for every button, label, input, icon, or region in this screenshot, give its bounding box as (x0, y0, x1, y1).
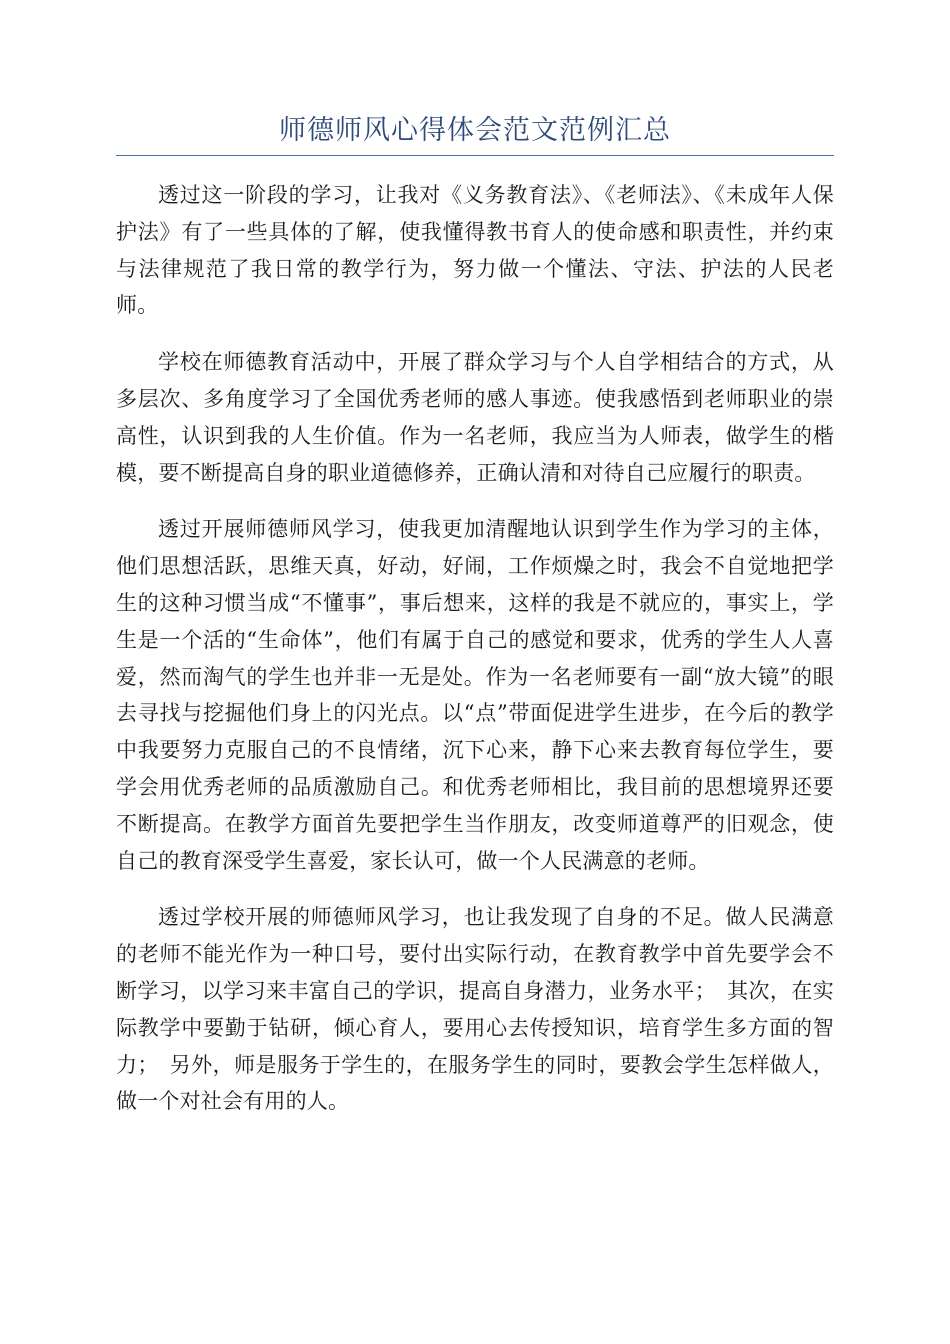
paragraph-2: 学校在师德教育活动中，开展了群众学习与个人自学相结合的方式，从多层次、多角度学习了全国优秀老师的感人事迹。使我感悟到老师职业的崇高性，认识到我的人生价值。作为一名老师，我应当为人师表，做学生的楷模，要不断提高自身的职业道德修养，正确认清和对待自己应履行的职责。 (116, 350, 834, 485)
document-body (116, 177, 834, 1140)
paragraph-3: 透过开展师德师风学习，使我更加清醒地认识到学生作为学习的主体，他们思想活跃，思维天真，好动，好闹，工作烦燥之时，我会不自觉地把学生的这种习惯当成“不懂事”，事后想来，这样的我是不就应的，事实上，学生是一个活的“生命体”，他们有属于自己的感觉和要求，优秀的学生人人喜爱，然而淘气的学生也并非一无是处。作为一名老师要有一副“放大镜”的眼去寻找与挖掘他们身上的闪光点。以“点”带面促进学生进步，在今后的教学中我要努力克服自己的不良情绪，沉下心来，静下心来去教育每位学生，要学会用优秀老师的品质激励自己。和优秀老师相比，我目前的思想境界还要不断提高。在教学方面首先要把学生当作朋友，改变师道尊严的旧观念，使自己的教育深受学生喜爱，家长认可，做一个人民满意的老师。 (116, 517, 834, 873)
document-title: 师德师风心得体会范文范例汇总 (279, 115, 671, 146)
paragraph-4: 透过学校开展的师德师风学习，也让我发现了自身的不足。做人民满意的老师不能光作为一种口号，要付出实际行动，在教育教学中首先要学会不断学习，以学习来丰富自己的学识，提高自身潜力，业务水平； 其次，在实际教学中要勤于钻研，倾心育人，要用心去传授知识，培育学生多方面的智力； 另外，师是服务于学生的，在服务学生的同时，要教会学生怎样做人，做一个对社会有用的人。 (116, 905, 834, 1114)
title-underline (116, 155, 834, 156)
paragraph-1: 透过这一阶段的学习，让我对《义务教育法》、《老师法》、《未成年人保护法》有了一些具体的了解，使我懂得教书育人的使命感和职责性，并约束与法律规范了我日常的教学行为，努力做一个懂法、守法、护法的人民老师。 (116, 183, 834, 318)
